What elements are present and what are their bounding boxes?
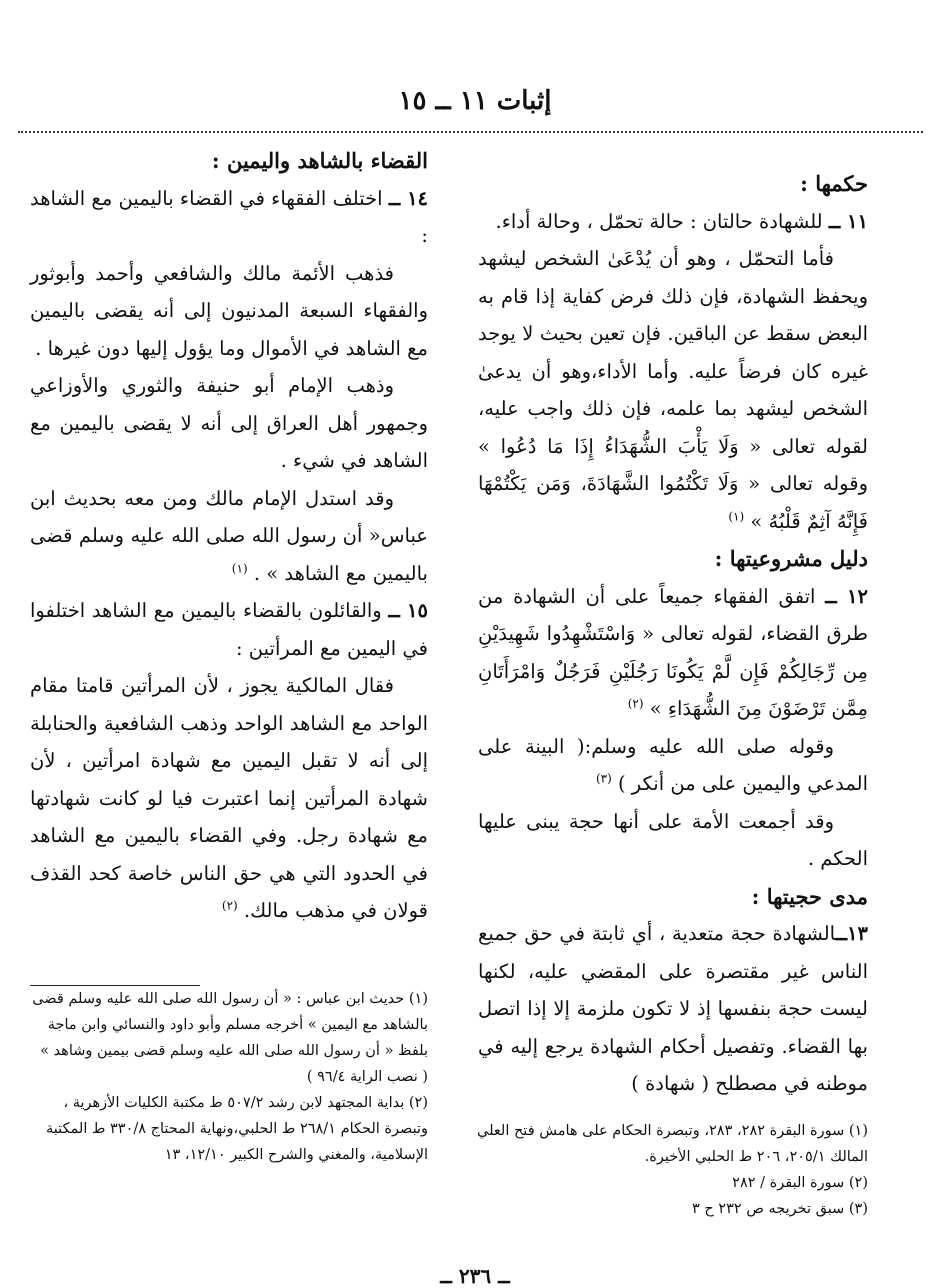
paragraph-number: ١٢ ــ — [825, 584, 868, 608]
footnote-ref: (٢) — [221, 898, 238, 913]
paragraph-number: ١٣ــ — [835, 922, 868, 945]
footnote-item: (١) سورة البقرة ٢٨٢، ٢٨٣، وتبصرة الحكام على هامش فتح العلي المالك ٢٠٥/١، ٢٠٦ ط الحلبي الأخيرة. — [477, 1123, 868, 1165]
paragraph-14d — [30, 480, 428, 593]
footnote-ref: (١) — [728, 509, 745, 523]
paragraph-14b: فذهب الأئمة مالك والشافعي وأحمد وأبوثور والفقهاء السبعة المدنيون إلى أنه يقضى باليمين مع الشاهد في الأموال وما يؤول إليها دون غيرها . — [30, 261, 428, 360]
paragraph-text: اختلف الفقهاء في القضاء باليمين مع الشاهد : — [30, 186, 428, 247]
footnotes-left — [30, 985, 428, 1168]
footnote-ref: (٢) — [627, 696, 644, 711]
section-heading-witness-oath: القضاء بالشاهد واليمين : — [211, 148, 428, 173]
paragraph-number: ١٤ ــ — [388, 186, 429, 210]
paragraph-number: ١٥ ــ — [388, 599, 428, 622]
paragraph-13 — [478, 915, 868, 1103]
paragraph-text: وقد استدل الإمام مالك ومن معه بحديث ابن عباس« أن رسول الله صلى الله عليه وسلم قضى باليمين مع الشاهد » . — [30, 486, 428, 585]
paragraph-text: فأما التحمّل ، وهو أن يُدْعَىٰ الشخص ليشهد ويحفظ الشهادة، فإن ذلك فرض كفاية إذا قام به البعض سقط عن الباقين. فإن تعين بحيث لا يوجد غيره كان فرضاً عليه. وأما الأداء،وهو أن يدعىٰ الشخص ليشهد بما علمه، فإن ذلك واجب عليه، لقوله تعالى « وَلَا يَأْبَ الشُّهَدَاءُ إِذَا مَا دُعُوا » وقوله تعالى « وَلَا تَكْتُمُوا الشَّهَادَةَ، وَمَن يَكْتُمْهَا فَإِنَّهُ آثِمٌ قَلْبُهُ » — [478, 247, 868, 533]
footnote-item: (٢) بداية المجتهد لابن رشد ٥٠٧/٢ ط مكتبة الكليات الأزهرية ، وتبصرة الحكام ٢٦٨/١ ط الحلبي،ونهاية المحتاج ٣٣٠/٨ ط المكتبة الإسلامية، والمغني والشرح الكبير ١٢/١٠، ١٣ — [46, 1095, 428, 1163]
paragraph-text: الشهادة حجة متعدية ، أي ثابتة في حق جميع الناس غير مقتصرة على المقضي عليه، لكنها ليست حجة بنفسها إذ لا تكون ملزمة إلا إذا اتصل بها القضاء. وتفصيل أحكام الشهادة يرجع إليه في موطنه في مصطلح ( شهادة ) — [478, 922, 868, 1095]
paragraph-15 — [30, 592, 428, 667]
section-heading-legitimacy: دليل مشروعيتها : — [714, 546, 868, 571]
left-column — [30, 142, 428, 930]
section-heading-authority: مدى حجيتها : — [751, 883, 868, 909]
section-heading-ruling: حكمها : — [800, 171, 868, 196]
footnote-item: (٣) سبق تخريجه ص ٢٣٢ ح ٣ — [691, 1201, 868, 1217]
paragraph-number: ١١ ــ — [828, 209, 868, 233]
header-divider — [18, 131, 923, 133]
paragraph-11 — [478, 203, 868, 241]
paragraph-text: وقوله صلى الله عليه وسلم:( البينة على المدعي واليمين على من أنكر ) — [478, 734, 868, 795]
footnotes-right — [468, 1118, 868, 1222]
footnote-ref: (٣) — [595, 771, 612, 786]
footnote-item: (١) حديث ابن عباس : « أن رسول الله صلى الله عليه وسلم قضى بالشاهد مع اليمين » أخرجه مسلم وأبو داود والنسائي وابن ماجة بلفظ « أن رسول الله صلى الله عليه وسلم قضى بيمين وشاهد » ( نصب الراية ٩٦/٤ ) — [32, 991, 428, 1085]
paragraph-text: اتفق الفقهاء جميعاً على أن الشهادة من طرق القضاء، لقوله تعالى « وَاسْتَشْهِدُوا شَهِيدَيْنِ مِن رِّجَالِكُمْ فَإِن لَّمْ يَكُونَا رَجُلَيْنِ فَرَجُلٌ وَامْرَأَتَانِ مِمَّن تَرْضَوْنَ مِنَ الشُّهَدَاءِ » — [478, 584, 868, 720]
paragraph-11b — [478, 240, 868, 540]
paragraph-12c: وقد أجمعت الأمة على أنها حجة يبنى عليها الحكم . — [478, 809, 868, 870]
footnote-ref: (١) — [231, 561, 248, 575]
paragraph-text: للشهادة حالتان : حالة تحمّل ، وحالة أداء. — [495, 209, 823, 233]
paragraph-12b — [478, 728, 868, 803]
right-column — [478, 165, 868, 1103]
paragraph-15b — [30, 667, 428, 930]
page-number: ــ ٢٣٦ ــ — [440, 1264, 510, 1288]
page-header: إثبات ١١ ــ ١٥ — [398, 86, 552, 116]
footnote-item: (٢) سورة البقرة / ٢٨٢ — [732, 1175, 868, 1191]
paragraph-text: والقائلون بالقضاء باليمين مع الشاهد اختلفوا في اليمين مع المرأتين : — [30, 599, 428, 660]
paragraph-12 — [478, 578, 868, 728]
paragraph-14c: وذهب الإمام أبو حنيفة والثوري والأوزاعي وجمهور أهل العراق إلى أنه لا يقضى باليمين مع الشاهد في شيء . — [30, 374, 428, 472]
paragraph-text: فقال المالكية يجوز ، لأن المرأتين قامتا مقام الواحد مع الشاهد الواحد وذهب الشافعية والحنابلة إلى أنه لا تقبل اليمين مع شهادة امرأتين ، لأن شهادة المرأتين إنما اعتبرت فيا لو كانت شهادتها مع شهادة رجل. وفي القضاء باليمين مع الشاهد في الحدود التي هي حق الناس خاصة كحد القذف قولان في مذهب مالك. — [30, 674, 428, 922]
paragraph-14 — [30, 180, 428, 255]
